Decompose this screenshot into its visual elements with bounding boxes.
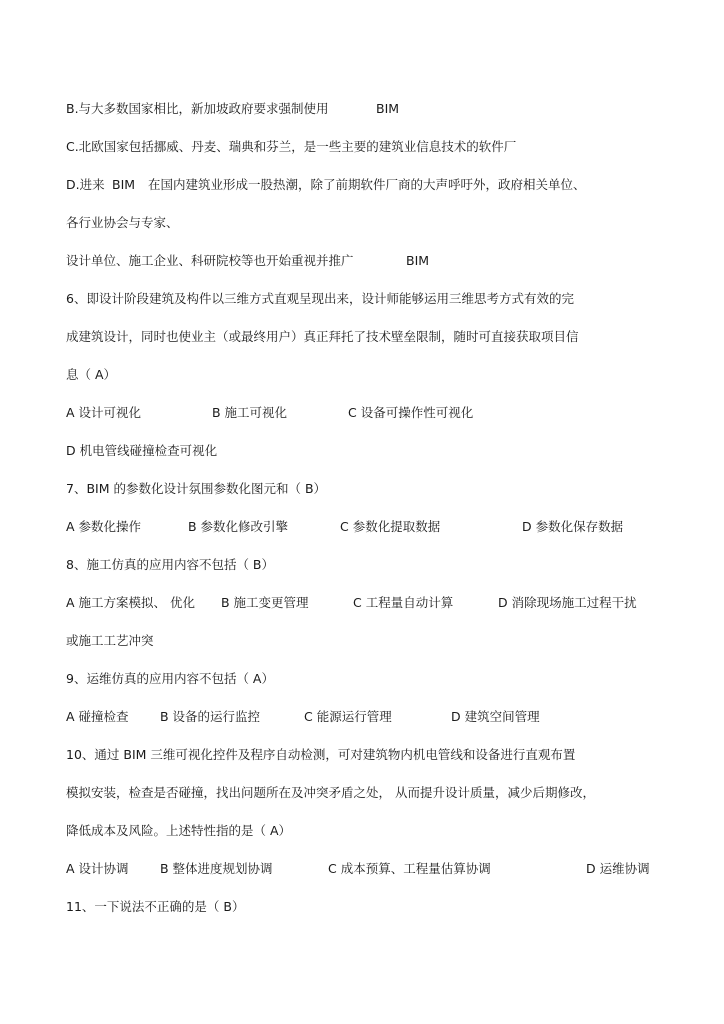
q9-option-a: A 碰撞检查 xyxy=(66,709,129,724)
option-c-line: C.北欧国家包括挪威、丹麦、瑞典和芬兰，是一些主要的建筑业信息技术的软件厂 xyxy=(66,139,517,154)
q10-option-c: C 成本预算、工程量估算协调 xyxy=(328,861,491,876)
option-b-line xyxy=(66,101,400,117)
q10-stem-line-3: 降低成本及风险。上述特性指的是（ A） xyxy=(66,823,292,838)
q6-stem-line-2: 成建筑设计，同时也使业主（或最终用户）真正拜托了技术壁垒限制，随时可直接获取项目信 xyxy=(66,329,579,344)
q10-stem-line-1: 10、通过 BIM 三维可视化控件及程序自动检测，可对建筑物内机电管线和设备进行直观布置 xyxy=(66,747,576,762)
option-d-line-1 xyxy=(66,177,586,193)
q8-option-a: A 施工方案模拟、 优化 xyxy=(66,595,195,610)
q7-options-row xyxy=(66,519,666,535)
q7-option-a: A 参数化操作 xyxy=(66,519,142,534)
q10-option-d: D 运维协调 xyxy=(586,861,650,876)
option-d-rest: 在国内建筑业形成一股热潮，除了前期软件厂商的大声呼吁外，政府相关单位、 xyxy=(148,177,586,192)
option-d-line-2: 各行业协会与专家、 xyxy=(66,215,179,230)
q10-stem-line-2: 模拟安装，检查是否碰撞，找出问题所在及冲突矛盾之处， 从而提升设计质量，减少后期修改， xyxy=(66,785,595,800)
q8-option-b: B 施工变更管理 xyxy=(221,595,309,610)
option-d-bim: BIM xyxy=(112,177,136,192)
q8-options-row xyxy=(66,595,666,611)
q7-option-b: B 参数化修改引擎 xyxy=(188,519,289,534)
q9-option-b: B 设备的运行监控 xyxy=(160,709,261,724)
q6-option-a: A 设计可视化 xyxy=(66,405,142,420)
option-d-prefix: D.进来 xyxy=(66,177,105,192)
option-d-line-3-text: 设计单位、施工企业、科研院校等也开始重视并推广 xyxy=(66,253,354,268)
q11-stem: 11、一下说法不正确的是（ B） xyxy=(66,899,245,914)
q10-option-b: B 整体进度规划协调 xyxy=(160,861,273,876)
q9-option-d: D 建筑空间管理 xyxy=(451,709,540,724)
option-b-bim: BIM xyxy=(376,101,400,116)
q6-option-d: D 机电管线碰撞检查可视化 xyxy=(66,443,218,458)
q6-stem-line-1: 6、即设计阶段建筑及构件以三维方式直观呈现出来，设计师能够运用三维思考方式有效的完 xyxy=(66,291,574,306)
q9-option-c: C 能源运行管理 xyxy=(304,709,392,724)
q6-option-c: C 设备可操作性可视化 xyxy=(348,405,474,420)
q8-stem: 8、施工仿真的应用内容不包括（ B） xyxy=(66,557,275,572)
q6-option-b: B 施工可视化 xyxy=(212,405,288,420)
option-d-line-3 xyxy=(66,253,430,269)
q6-options-row xyxy=(66,405,666,421)
q9-options-row xyxy=(66,709,666,725)
q10-options-row xyxy=(66,861,666,877)
q8-option-d: D 消除现场施工过程干扰 xyxy=(498,595,637,610)
option-b-text: B.与大多数国家相比，新加坡政府要求强制使用 xyxy=(66,101,329,116)
q6-stem-line-3: 息（ A） xyxy=(66,367,117,382)
q8-option-d-cont: 或施工工艺冲突 xyxy=(66,633,154,648)
option-d-line-3-bim: BIM xyxy=(406,253,430,268)
q9-stem: 9、运维仿真的应用内容不包括（ A） xyxy=(66,671,274,686)
q7-option-d: D 参数化保存数据 xyxy=(522,519,624,534)
q7-option-c: C 参数化提取数据 xyxy=(340,519,441,534)
q7-stem: 7、BIM 的参数化设计氛围参数化图元和（ B） xyxy=(66,481,327,496)
q10-option-a: A 设计协调 xyxy=(66,861,129,876)
q8-option-c: C 工程量自动计算 xyxy=(353,595,454,610)
